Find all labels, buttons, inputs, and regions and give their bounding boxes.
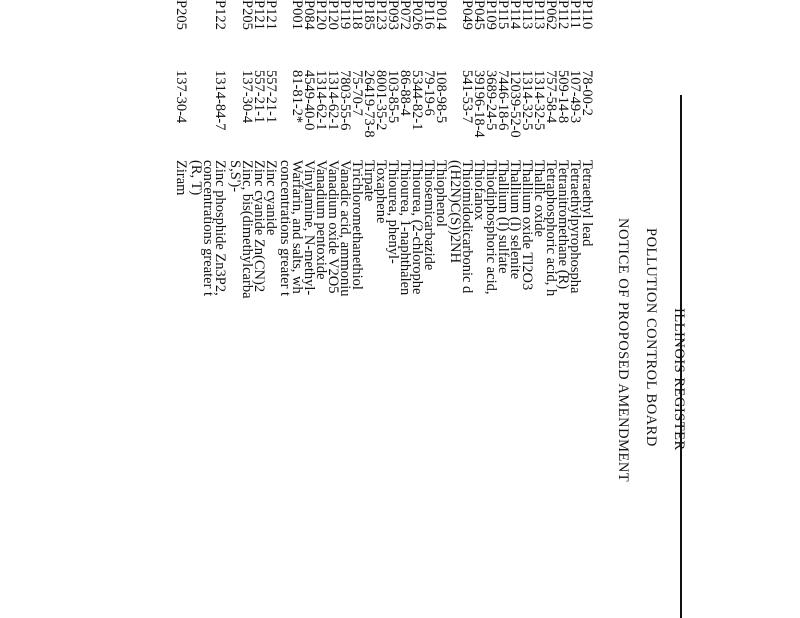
row-cas: 26419-73-8	[361, 70, 377, 138]
row-code: P113	[531, 0, 547, 30]
row-name: Ziram	[173, 160, 189, 196]
row-cas: 1314-32-5	[519, 70, 535, 131]
row-name: concentrations greater t	[277, 160, 293, 297]
row-name: Tetraethyl lead	[579, 160, 595, 247]
row-cas: 12039-52-0	[507, 70, 523, 138]
row-name: Thiodiphosphoric acid,	[483, 160, 499, 295]
row-cas: 39196-18-4	[471, 70, 487, 138]
row-name: concentrations greater t	[200, 160, 216, 297]
row-name: Zinc phosphide Zn3P2,	[212, 160, 228, 296]
row-code: P001	[289, 0, 305, 30]
row-cas: 1314-62-1	[313, 70, 329, 131]
row-code: P045	[471, 0, 487, 30]
row-code: P121	[263, 0, 279, 30]
row-code: P122	[212, 0, 228, 30]
row-name: Toxaphene	[373, 160, 389, 224]
row-name: Thiourea, (2-chlorophe	[409, 160, 425, 295]
row-code: P120	[325, 0, 341, 30]
row-code: P185	[361, 0, 377, 30]
board-name: POLLUTION CONTROL BOARD	[643, 228, 659, 447]
row-name: Vanadium oxide V2O5	[325, 160, 341, 294]
row-cas: 108-98-5	[433, 70, 449, 124]
row-name: Tetraphosphoric acid, h	[543, 160, 559, 297]
row-name: Thiofanox	[471, 160, 487, 221]
row-cas: 78-00-2	[579, 70, 595, 116]
row-name: Trichloromethanethiol	[349, 160, 365, 290]
row-name: Thallium (I) selenite	[507, 160, 523, 280]
row-cas: 75-70-7	[349, 70, 365, 116]
row-cas: 137-30-4	[173, 70, 189, 124]
row-name: Thallium oxide Tl2O3	[519, 160, 535, 291]
row-code: P205	[239, 0, 255, 30]
row-code: P014	[433, 0, 449, 30]
row-name: Zinc cyanide	[263, 160, 279, 236]
row-name: (R, T)	[188, 160, 204, 196]
notice-title: NOTICE OF PROPOSED AMENDMENT	[615, 218, 631, 483]
row-cas: 509-14-8	[555, 70, 571, 124]
row-cas: 107-49-3	[567, 70, 583, 124]
row-name: Thiourea, 1-naphthalen	[397, 160, 413, 296]
row-code: P119	[337, 0, 353, 30]
row-name: S,S')-	[227, 160, 243, 193]
row-name: Tetraethylpyrophospha	[567, 160, 583, 294]
row-cas: 1314-84-7	[212, 70, 228, 131]
row-code: P084	[301, 0, 317, 30]
row-code: P049	[459, 0, 475, 30]
row-cas: 541-53-7	[459, 70, 475, 124]
row-code: P118	[349, 0, 365, 30]
row-cas: 557-21-1	[263, 70, 279, 124]
row-cas: 757-58-4	[543, 70, 559, 124]
row-code: P121	[251, 0, 267, 30]
row-name: Tirpate	[361, 160, 377, 202]
row-name: Vinylamine, N-methyl-	[301, 160, 317, 296]
row-name: Zinc, bis(dimethylcarba	[239, 160, 255, 299]
row-code: P123	[373, 0, 389, 30]
row-name: Thiourea, phenyl-	[385, 160, 401, 264]
row-cas: 3689-24-5	[483, 70, 499, 131]
row-code: P116	[421, 0, 437, 30]
row-name: Zinc cyanide Zn(CN)2	[251, 160, 267, 293]
row-code: P120	[313, 0, 329, 30]
row-name: ((H2N)C(S))2NH	[447, 160, 463, 264]
row-code: P115	[495, 0, 511, 30]
row-cas: 81-81-2*	[289, 70, 305, 124]
row-cas: 5344-82-1	[409, 70, 425, 131]
row-code: P110	[579, 0, 595, 30]
row-code: P112	[555, 0, 571, 30]
row-cas: 1314-62-1	[325, 70, 341, 131]
row-code: P205	[173, 0, 189, 30]
row-cas: 7803-55-6	[337, 70, 353, 131]
row-name: Thallic oxide	[531, 160, 547, 237]
row-code: P114	[507, 0, 523, 30]
row-name: Tetranitromethane (R)	[555, 160, 571, 290]
row-name: Thiophenol	[433, 160, 449, 227]
row-cas: 103-85-5	[385, 70, 401, 124]
row-cas: 1314-32-5	[531, 70, 547, 131]
row-cas: 137-30-4	[239, 70, 255, 124]
row-code: P072	[397, 0, 413, 30]
row-cas: 4549-40-0	[301, 70, 317, 131]
row-name: Vanadium pentoxide	[313, 160, 329, 280]
row-name: Thioimidodicarbonic d	[459, 160, 475, 294]
row-code: P026	[409, 0, 425, 30]
row-cas: 557-21-1	[251, 70, 267, 124]
row-cas: 8001-35-2	[373, 70, 389, 131]
row-name: Vanadic acid, ammoniu	[337, 160, 353, 297]
register-title: ILLINOIS REGISTER	[671, 308, 687, 451]
row-code: P062	[543, 0, 559, 30]
row-name: Warfarin, and salts, wh	[289, 160, 305, 294]
row-cas: 86-88-4	[397, 70, 413, 116]
row-code: P093	[385, 0, 401, 30]
row-name: Thallium (I) sulfate	[495, 160, 511, 274]
row-name: Thiosemicarbazide	[421, 160, 437, 271]
row-code: P109	[483, 0, 499, 30]
row-cas: 7446-18-6	[495, 70, 511, 131]
row-code: P111	[567, 0, 583, 29]
row-code: P113	[519, 0, 535, 30]
row-cas: 79-19-6	[421, 70, 437, 116]
